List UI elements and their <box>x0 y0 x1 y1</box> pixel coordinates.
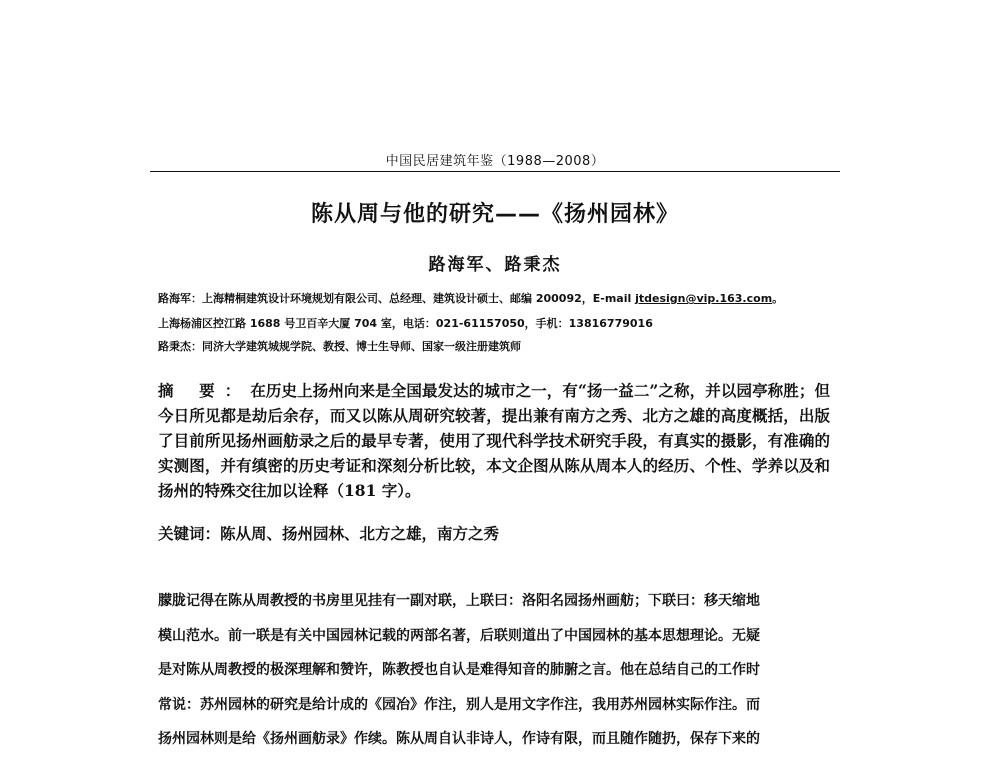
body-line: 模山范水。前一联是有关中国园林记载的两部名著，后联则道出了中国园林的基本思想理论。无疑 <box>158 627 760 644</box>
paper-authors: 路海军、路秉杰 <box>428 255 562 275</box>
body-line: 朦胧记得在陈从周教授的书房里见挂有一副对联，上联曰：洛阳名园扬州画舫；下联曰：移天缩地 <box>158 593 760 609</box>
keywords-text: 陈从周、扬州园林、北方之雄，南方之秀 <box>220 524 500 543</box>
running-head: 中国民居建筑年鉴（1988—2008） <box>385 154 605 169</box>
body-paragraph <box>158 584 830 757</box>
abstract-label: 摘 要： <box>158 381 251 400</box>
affiliation-line-1 <box>158 290 848 306</box>
affiliation-line-2: 上海杨浦区控江路 1688 号卫百辛大厦 704 室，电话：021-61157050，手机：13816779016 <box>158 317 653 330</box>
header-rule <box>150 171 840 172</box>
keywords <box>158 522 830 544</box>
abstract-text: 在历史上扬州向来是全国最发达的城市之一，有“扬一益二”之称，并以园亭称胜；但今日所见都是劫后余存，而又以陈从周研究较著，提出兼有南方之秀、北方之雄的高度概括，出版了目前所见扬州画舫录之后的最早专著，使用了现代科学技术研究手段，有真实的摄影，有准确的实测图，并有缜密的历史考证和深刻分析比较，本文企图从陈从周本人的经历、个性、学养以及和扬州的特殊交往加以诠释（181 字）。 <box>158 381 830 500</box>
email-link[interactable]: jtdesign@vip.163.com <box>635 292 773 305</box>
body-line: 常说：苏州园林的研究是给计成的《园冶》作注，别人是用文字作注，我用苏州园林实际作注。而 <box>158 696 760 713</box>
affiliation-tail: 。 <box>772 292 784 305</box>
keywords-label: 关键词： <box>158 524 221 543</box>
affiliation-text: 路海军：上海精桐建筑设计环境规划有限公司、总经理、建筑设计硕士、邮编 200092，E-mail <box>158 292 636 305</box>
paper-title: 陈从周与他的研究——《扬州园林》 <box>310 202 679 227</box>
body-line: 扬州园林则是给《扬州画舫录》作续。陈从周自认非诗人，作诗有限，而且随作随扔，保存下来的 <box>158 731 760 747</box>
body-line: 是对陈从周教授的极深理解和赞许，陈教授也自认是难得知音的肺腑之言。他在总结自己的工作时 <box>158 662 760 678</box>
abstract <box>158 378 830 503</box>
affiliation-line-3: 路秉杰：同济大学建筑城规学院、教授、博士生导师、国家一级注册建筑师 <box>158 340 521 353</box>
